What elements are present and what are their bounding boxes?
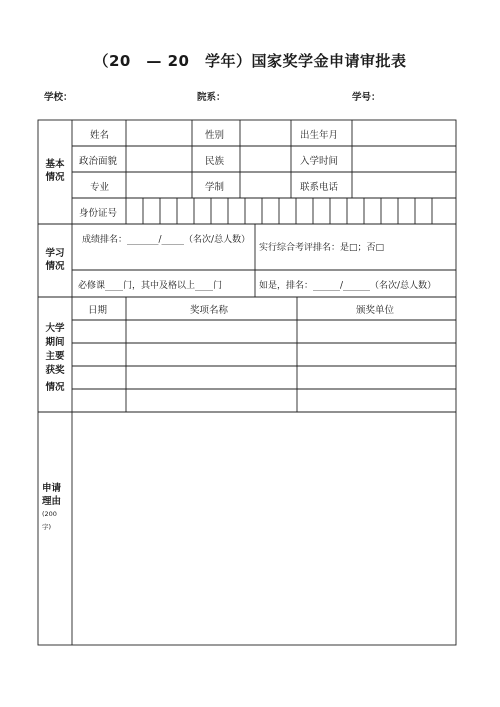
duration-label: 学制 xyxy=(205,182,225,193)
awards-unit-header: 颁奖单位 xyxy=(356,305,395,316)
major-label: 专业 xyxy=(90,182,110,193)
gender-label: 性别 xyxy=(205,130,225,141)
comprehensive-text: 实行综合考评排名：是□；否□ xyxy=(259,243,385,253)
department-label: 院系： xyxy=(197,92,226,103)
section-reason: 申请 理由 (200 字) xyxy=(42,483,62,531)
section-basic: 基本 情况 xyxy=(45,159,65,183)
form-title: （20 — 20 学年）国家奖学金申请审批表 xyxy=(93,52,407,70)
rank-text: 成绩排名：_______/_____（名次/总人数） xyxy=(82,235,251,245)
awards-date-header: 日期 xyxy=(88,305,108,316)
id-digit-cells xyxy=(126,198,432,224)
birth-label: 出生年月 xyxy=(300,130,339,141)
id-card-label: 身份证号 xyxy=(79,208,118,219)
name-label: 姓名 xyxy=(90,130,110,141)
required-courses-text: 必修课____门，其中及格以上____门 xyxy=(78,281,223,291)
enroll-label: 入学时间 xyxy=(300,156,339,167)
awards-name-header: 奖项名称 xyxy=(190,305,229,316)
politics-label: 政治面貌 xyxy=(79,156,118,167)
section-study: 学习 情况 xyxy=(45,248,65,272)
phone-label: 联系电话 xyxy=(300,182,339,193)
school-label: 学校： xyxy=(44,92,73,103)
ethnicity-label: 民族 xyxy=(205,156,225,167)
section-awards: 大学 期间 主要 获奖 情况 xyxy=(45,323,65,393)
student-id-label: 学号： xyxy=(352,92,381,103)
if-yes-rank-text: 如是，排名：______/______（名次/总人数） xyxy=(259,281,437,291)
